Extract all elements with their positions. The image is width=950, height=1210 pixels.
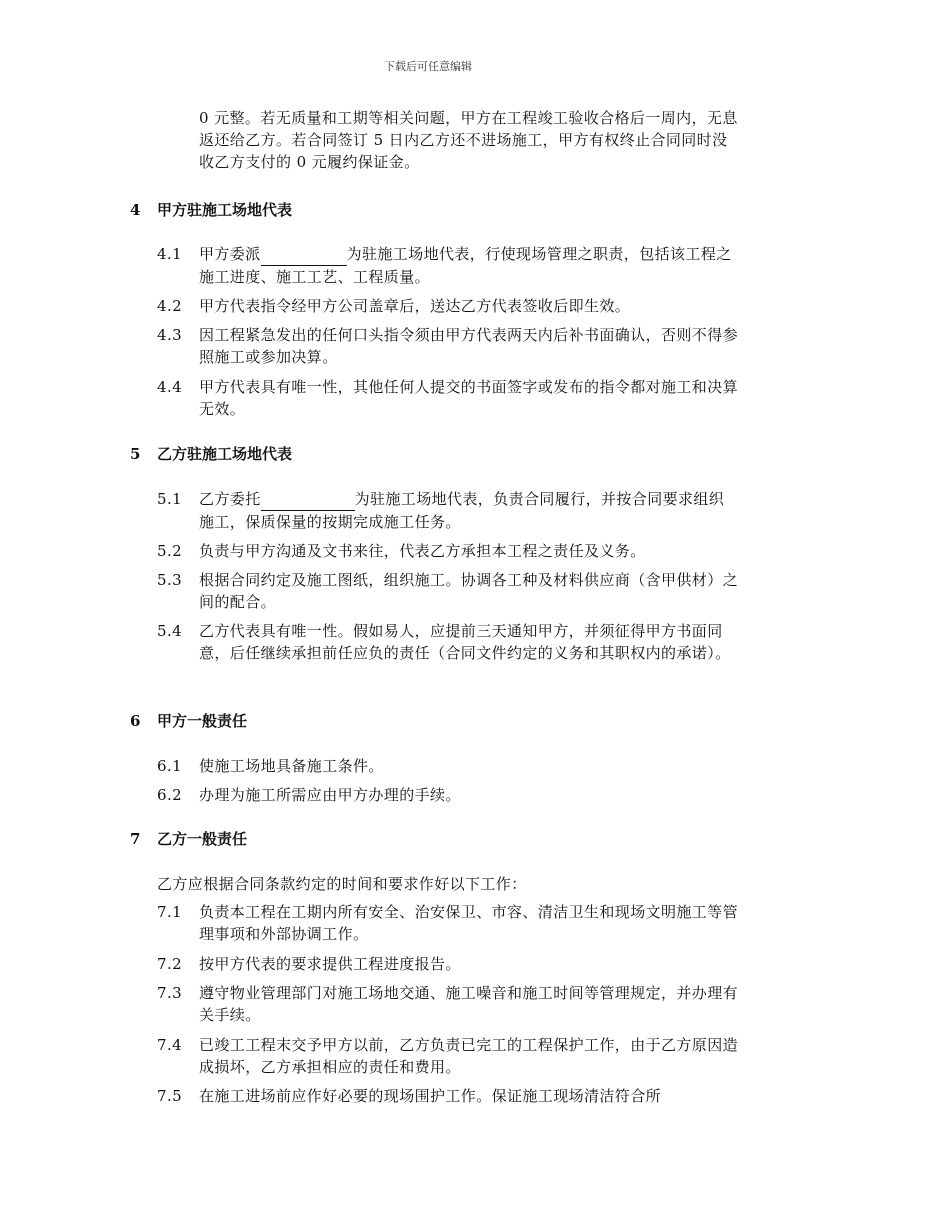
clause-number: 6.2: [157, 786, 183, 804]
clause-number: 5.1: [157, 490, 183, 508]
page-header: 下载后可任意编辑: [384, 60, 472, 73]
section-title: 甲方驻施工场地代表: [157, 201, 293, 219]
blank-field[interactable]: [261, 488, 355, 511]
section-4-heading: [130, 199, 292, 221]
section-title: 乙方驻施工场地代表: [157, 445, 293, 463]
clause-text: 因工程紧急发出的任何口头指令须由甲方代表两天内后补书面确认，否则不得参照施工或参加决算。: [199, 326, 739, 366]
clause-number: 7.5: [157, 1087, 183, 1105]
clause-number: 4.1: [157, 245, 183, 263]
clause-text-post: 为驻施工场地代表，行使现场管理之职责，包括该工程之施工进度、施工工艺、工程质量。: [199, 245, 732, 286]
clause-number: 4.3: [157, 326, 183, 344]
clause-text: 在施工进场前应作好必要的现场围护工作。保证施工现场清洁符合所: [199, 1087, 662, 1105]
section-7-intro: 乙方应根据合同条款约定的时间和要求作好以下工作：: [157, 875, 527, 893]
clause-number: 7.4: [157, 1036, 183, 1054]
clause-text: 办理为施工所需应由甲方办理的手续。: [199, 786, 461, 804]
clause-6-1: [157, 755, 747, 777]
clause-text: 甲方代表指令经甲方公司盖章后，送达乙方代表签收后即生效。: [199, 297, 631, 315]
clause-7-1: [157, 901, 747, 945]
clause-7-5: [157, 1085, 747, 1107]
clause-text: 负责与甲方沟通及文书来往，代表乙方承担本工程之责任及义务。: [199, 542, 646, 560]
clause-number: 7.3: [157, 984, 183, 1002]
intro-paragraph: 0 元整。若无质量和工期等相关问题，甲方在工程竣工验收合格后一周内，无息返还给乙方。若合同签订 5 日内乙方还不进场施工，甲方有权终止合同同时没收乙方支付的 0 元履约保证金。: [199, 109, 738, 171]
section-title: 乙方一般责任: [157, 830, 248, 848]
clause-text: 甲方代表具有唯一性，其他任何人提交的书面签字或发布的指令都对施工和决算无效。: [199, 378, 739, 418]
clause-text: 根据合同约定及施工图纸，组织施工。协调各工种及材料供应商（含甲供材）之间的配合。: [199, 571, 739, 611]
clause-4-1: [157, 243, 747, 288]
clause-5-3: [157, 569, 747, 613]
clause-number: 5.3: [157, 571, 183, 589]
clause-4-2: [157, 295, 747, 317]
clause-4-4: [157, 376, 747, 420]
blank-field[interactable]: [261, 243, 347, 266]
section-number: 6: [130, 712, 141, 730]
clause-number: 7.2: [157, 955, 183, 973]
clause-number: 4.2: [157, 297, 183, 315]
clause-text: 已竣工工程末交予甲方以前，乙方负责已完工的工程保护工作，由于乙方原因造成损坏，乙方承担相应的责任和费用。: [199, 1036, 739, 1076]
clause-text: 按甲方代表的要求提供工程进度报告。: [199, 955, 461, 973]
clause-number: 7.1: [157, 903, 183, 921]
section-6-heading: [130, 710, 247, 732]
clause-text: 遵守物业管理部门对施工场地交通、施工噪音和施工时间等管理规定，并办理有关手续。: [199, 984, 739, 1024]
clause-text: 乙方代表具有唯一性。假如易人，应提前三天通知甲方，并须征得甲方书面同意，后任继续承担前任应负的责任（合同文件约定的义务和其职权内的承诺）。: [199, 622, 731, 662]
section-number: 5: [130, 445, 141, 463]
clause-text: 负责本工程在工期内所有安全、治安保卫、市容、清洁卫生和现场文明施工等管理事项和外部协调工作。: [199, 903, 739, 943]
clause-7-3: [157, 982, 747, 1026]
clause-text-pre: 乙方委托: [199, 490, 261, 508]
section-number: 7: [130, 830, 141, 848]
clause-5-2: [157, 540, 747, 562]
clause-5-4: [157, 620, 747, 664]
clause-text-post: 为驻施工场地代表，负责合同履行，并按合同要求组织施工，保质保量的按期完成施工任务。: [199, 490, 725, 531]
clause-7-2: [157, 953, 747, 975]
clause-7-4: [157, 1034, 747, 1078]
clause-text: 使施工场地具备施工条件。: [199, 757, 384, 775]
section-7-heading: [130, 828, 247, 850]
clause-number: 6.1: [157, 757, 183, 775]
clause-6-2: [157, 784, 747, 806]
clause-4-3: [157, 324, 747, 368]
section-number: 4: [130, 201, 141, 219]
clause-number: 5.4: [157, 622, 183, 640]
section-5-heading: [130, 443, 292, 465]
clause-5-1: [157, 488, 747, 533]
clause-text-pre: 甲方委派: [199, 245, 261, 263]
section-title: 甲方一般责任: [157, 712, 248, 730]
clause-number: 4.4: [157, 378, 183, 396]
clause-number: 5.2: [157, 542, 183, 560]
